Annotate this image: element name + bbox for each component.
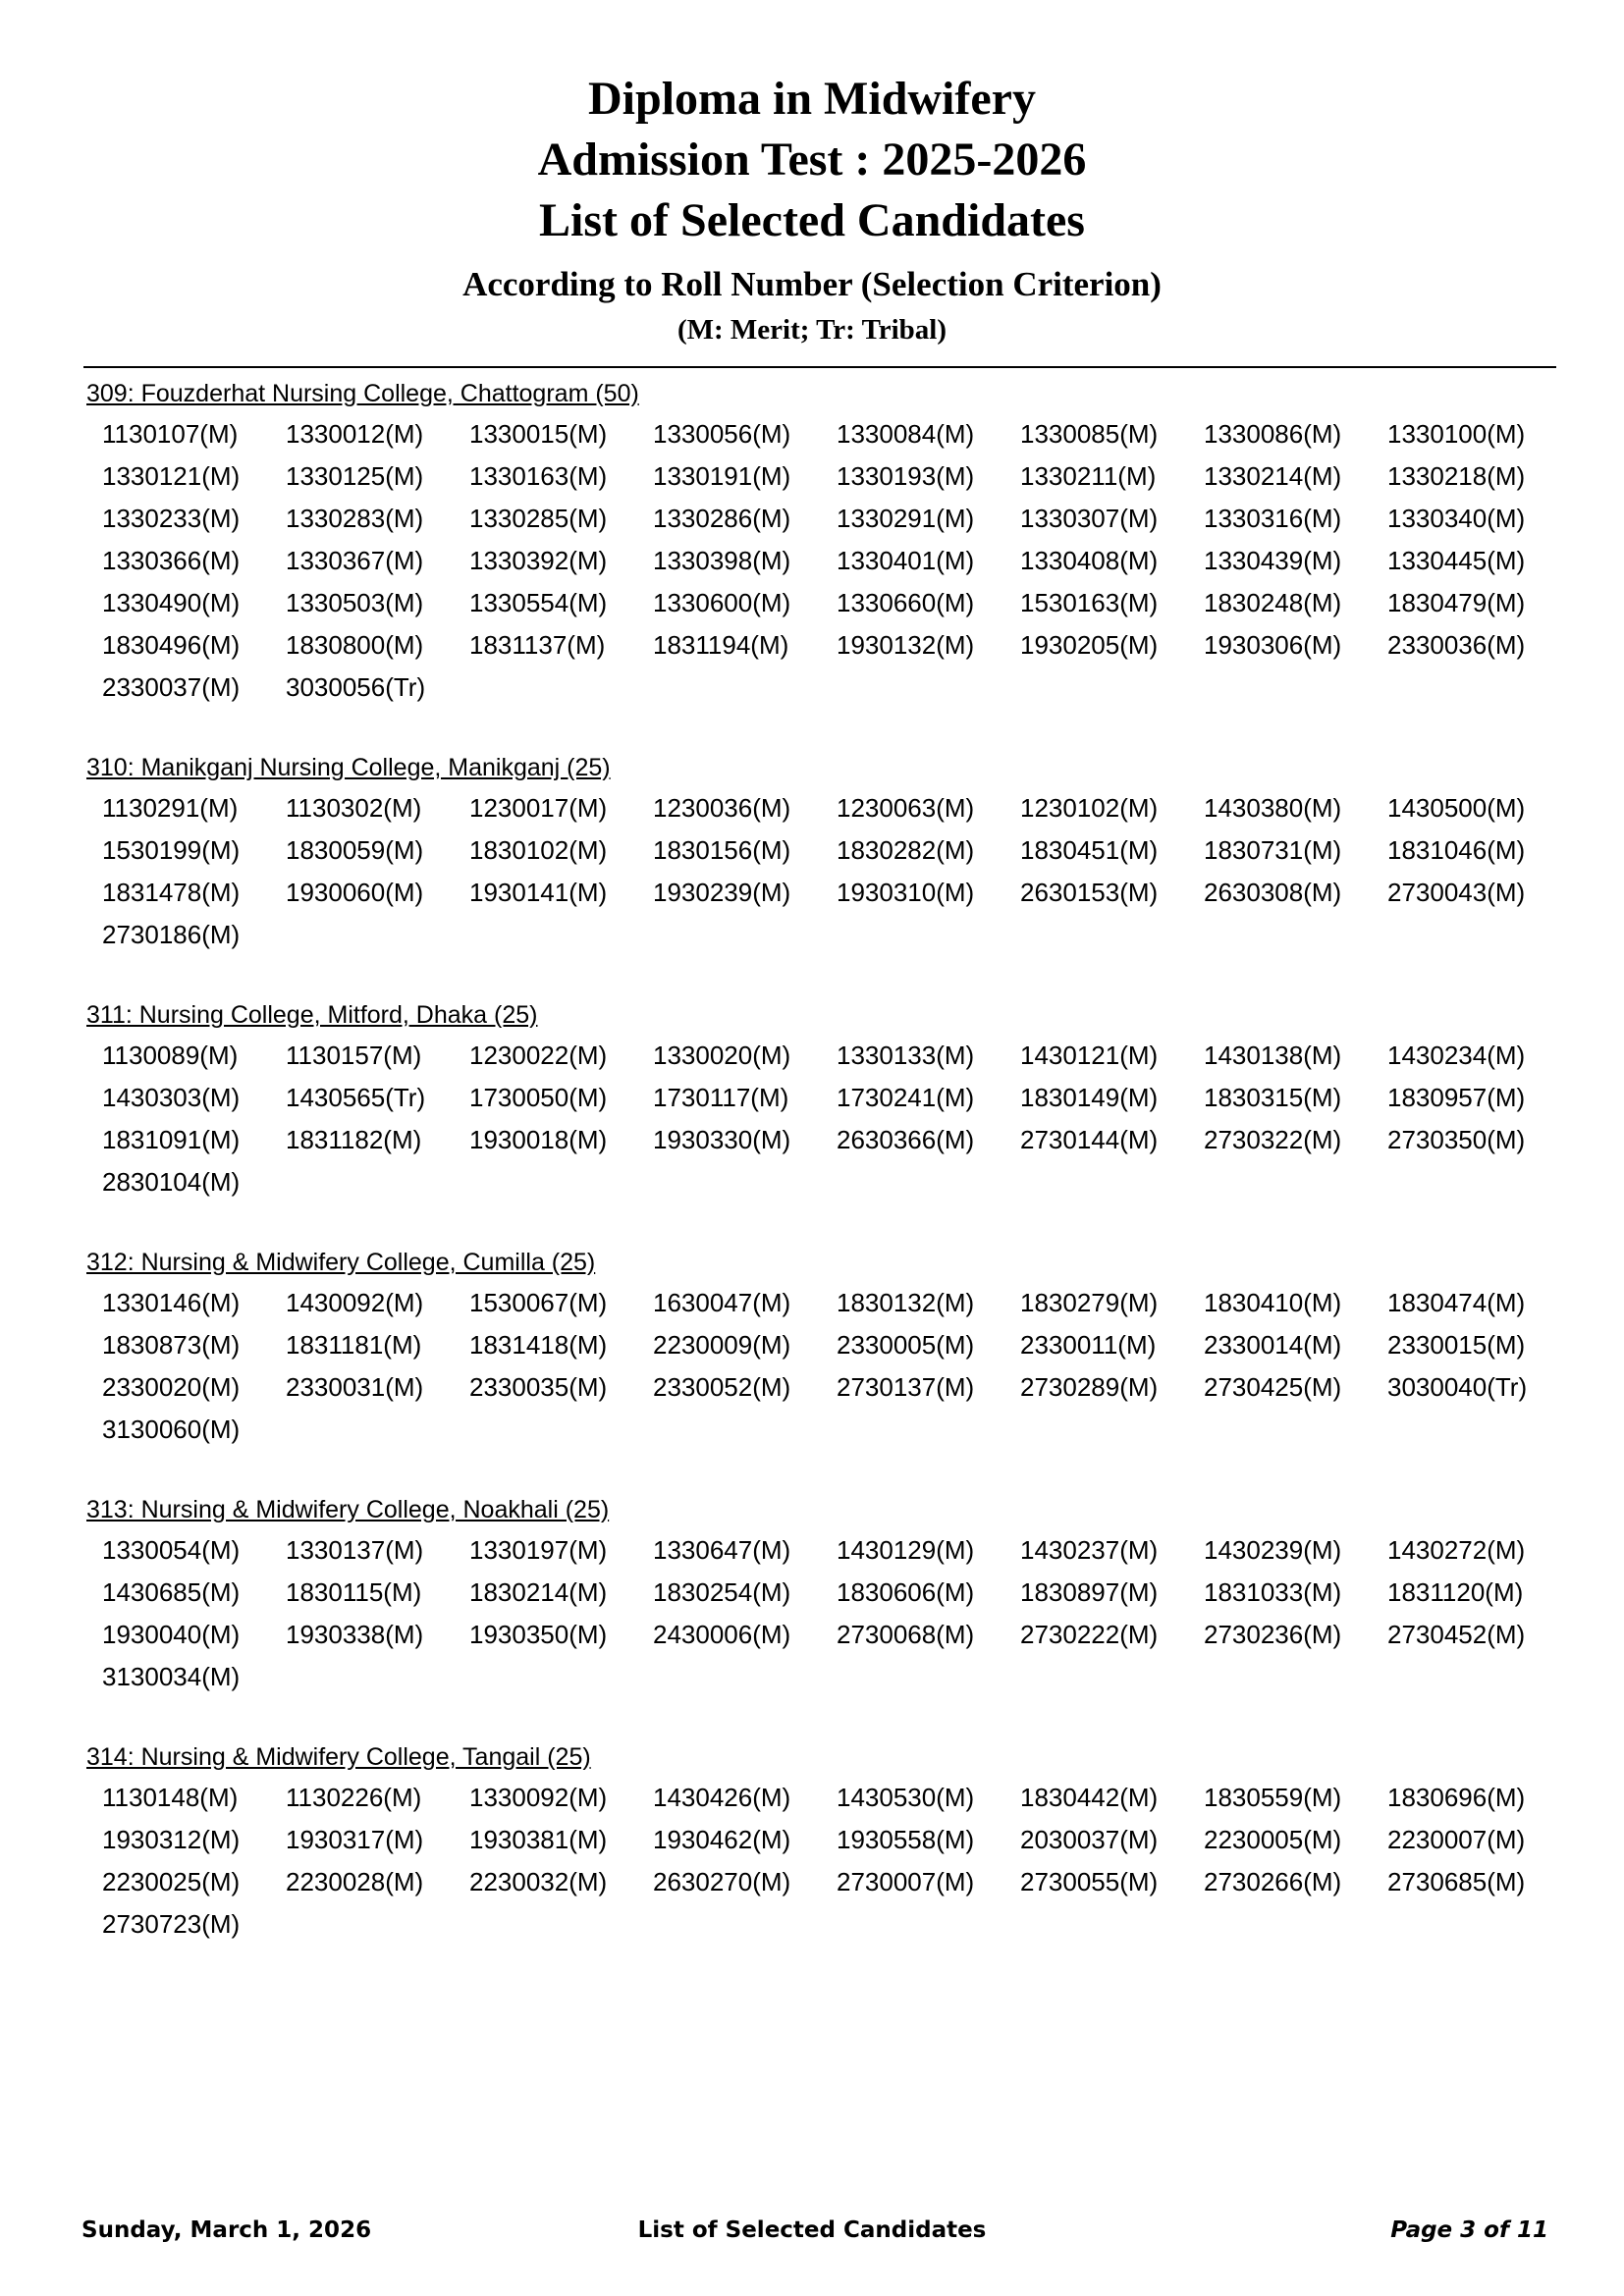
sections-container xyxy=(86,374,1579,1985)
document-header xyxy=(0,69,1624,348)
roll-number: 2330031(M) xyxy=(286,1372,424,1402)
roll-number: 1930060(M) xyxy=(286,878,424,907)
roll-number: 2730222(M) xyxy=(1020,1620,1159,1649)
roll-number: 1330286(M) xyxy=(653,504,791,533)
roll-number: 2330014(M) xyxy=(1204,1330,1342,1360)
roll-number: 3030040(Tr) xyxy=(1387,1372,1528,1402)
roll-number: 2230005(M) xyxy=(1204,1825,1342,1854)
roll-number: 1430092(M) xyxy=(286,1288,424,1317)
roll-number: 1830800(M) xyxy=(286,630,424,660)
roll-number: 1330307(M) xyxy=(1020,504,1159,533)
roll-number: 1830149(M) xyxy=(1020,1083,1159,1112)
roll-number: 2330020(M) xyxy=(102,1372,241,1402)
roll-number: 1830248(M) xyxy=(1204,588,1342,617)
roll-number: 1430272(M) xyxy=(1387,1535,1526,1565)
roll-number: 3030056(Tr) xyxy=(286,672,426,702)
roll-number: 1330367(M) xyxy=(286,546,424,575)
roll-number: 1830279(M) xyxy=(1020,1288,1159,1317)
college-title: 313: Nursing & Midwifery College, Noakhali (25) xyxy=(86,1496,610,1523)
roll-number: 1831181(M) xyxy=(286,1330,422,1360)
roll-number: 1330366(M) xyxy=(102,546,241,575)
roll-number: 2730425(M) xyxy=(1204,1372,1342,1402)
roll-number: 1930338(M) xyxy=(286,1620,424,1649)
roll-number: 2330011(M) xyxy=(1020,1330,1157,1360)
roll-number: 2630153(M) xyxy=(1020,878,1159,907)
roll-number: 3130034(M) xyxy=(102,1662,241,1691)
roll-number: 1830282(M) xyxy=(837,835,975,865)
roll-number: 1330439(M) xyxy=(1204,546,1342,575)
roll-number: 1930462(M) xyxy=(653,1825,791,1854)
college-title: 311: Nursing College, Mitford, Dhaka (25) xyxy=(86,1001,538,1029)
roll-number: 1831137(M) xyxy=(469,630,606,660)
roll-number: 1330218(M) xyxy=(1387,461,1526,491)
college-section xyxy=(86,374,1579,709)
roll-number: 1831046(M) xyxy=(1387,835,1526,865)
college-title: 310: Manikganj Nursing College, Manikganj (25) xyxy=(86,754,611,781)
roll-number: 1830731(M) xyxy=(1204,835,1342,865)
roll-number: 1330214(M) xyxy=(1204,461,1342,491)
roll-number: 1830115(M) xyxy=(286,1577,422,1607)
roll-number-grid xyxy=(86,413,1579,709)
roll-number: 1830214(M) xyxy=(469,1577,608,1607)
roll-number: 2030037(M) xyxy=(1020,1825,1159,1854)
roll-number: 1330600(M) xyxy=(653,588,791,617)
roll-number: 1230036(M) xyxy=(653,793,791,823)
roll-number: 1330191(M) xyxy=(653,461,791,491)
roll-number: 1930205(M) xyxy=(1020,630,1159,660)
roll-number: 1230102(M) xyxy=(1020,793,1159,823)
roll-number: 2730043(M) xyxy=(1387,878,1526,907)
roll-number: 1130157(M) xyxy=(286,1041,422,1070)
roll-number: 1430138(M) xyxy=(1204,1041,1342,1070)
roll-number: 1330133(M) xyxy=(837,1041,975,1070)
roll-number: 1630047(M) xyxy=(653,1288,791,1317)
roll-number: 1831418(M) xyxy=(469,1330,608,1360)
roll-number: 1130291(M) xyxy=(102,793,239,823)
roll-number: 1330056(M) xyxy=(653,419,791,449)
roll-number: 2230025(M) xyxy=(102,1867,241,1896)
roll-number: 1330233(M) xyxy=(102,504,241,533)
roll-number: 1430565(Tr) xyxy=(286,1083,426,1112)
legend: (M: Merit; Tr: Tribal) xyxy=(677,314,947,346)
roll-number: 1330283(M) xyxy=(286,504,424,533)
roll-number: 1830474(M) xyxy=(1387,1288,1526,1317)
roll-number: 1330086(M) xyxy=(1204,419,1342,449)
roll-number: 1830156(M) xyxy=(653,835,791,865)
roll-number: 1130107(M) xyxy=(102,419,239,449)
roll-number: 2730723(M) xyxy=(102,1909,241,1939)
roll-number: 1930350(M) xyxy=(469,1620,608,1649)
college-section xyxy=(86,1243,1579,1451)
roll-number: 1831194(M) xyxy=(653,630,789,660)
roll-number: 2730685(M) xyxy=(1387,1867,1526,1896)
roll-number: 1730117(M) xyxy=(653,1083,789,1112)
roll-number: 1230022(M) xyxy=(469,1041,608,1070)
roll-number: 1930558(M) xyxy=(837,1825,975,1854)
roll-number: 1831478(M) xyxy=(102,878,241,907)
roll-number: 1530163(M) xyxy=(1020,588,1159,617)
roll-number: 2630270(M) xyxy=(653,1867,791,1896)
roll-number: 1330503(M) xyxy=(286,588,424,617)
roll-number: 1330163(M) xyxy=(469,461,608,491)
roll-number: 1430121(M) xyxy=(1020,1041,1159,1070)
roll-number: 1830496(M) xyxy=(102,630,241,660)
roll-number: 1330340(M) xyxy=(1387,504,1526,533)
roll-number: 1930317(M) xyxy=(286,1825,424,1854)
roll-number: 1330401(M) xyxy=(837,546,975,575)
roll-number: 1530067(M) xyxy=(469,1288,608,1317)
roll-number: 2330005(M) xyxy=(837,1330,975,1360)
roll-number: 1530199(M) xyxy=(102,835,241,865)
roll-number: 1130148(M) xyxy=(102,1783,239,1812)
roll-number: 1830315(M) xyxy=(1204,1083,1342,1112)
roll-number: 2330015(M) xyxy=(1387,1330,1526,1360)
roll-number: 2630308(M) xyxy=(1204,878,1342,907)
roll-number: 1930018(M) xyxy=(469,1125,608,1154)
roll-number: 1330054(M) xyxy=(102,1535,241,1565)
roll-number: 1830897(M) xyxy=(1020,1577,1159,1607)
roll-number: 1831120(M) xyxy=(1387,1577,1524,1607)
roll-number: 2330036(M) xyxy=(1387,630,1526,660)
title-line-3: List of Selected Candidates xyxy=(539,194,1085,246)
college-section xyxy=(86,1490,1579,1698)
roll-number: 1830132(M) xyxy=(837,1288,975,1317)
footer-title: List of Selected Candidates xyxy=(637,2217,987,2243)
roll-number: 1831033(M) xyxy=(1204,1577,1342,1607)
roll-number: 1830059(M) xyxy=(286,835,424,865)
roll-number: 2330052(M) xyxy=(653,1372,791,1402)
roll-number: 1430237(M) xyxy=(1020,1535,1159,1565)
roll-number: 1330084(M) xyxy=(837,419,975,449)
title-line-2: Admission Test : 2025-2026 xyxy=(537,133,1087,186)
roll-number: 1830479(M) xyxy=(1387,588,1526,617)
roll-number: 2330035(M) xyxy=(469,1372,608,1402)
roll-number: 3130060(M) xyxy=(102,1415,241,1444)
roll-number: 1430234(M) xyxy=(1387,1041,1526,1070)
roll-number: 2230028(M) xyxy=(286,1867,424,1896)
roll-number: 2230007(M) xyxy=(1387,1825,1526,1854)
roll-number: 1430530(M) xyxy=(837,1783,975,1812)
roll-number: 1830606(M) xyxy=(837,1577,975,1607)
roll-number: 1330193(M) xyxy=(837,461,975,491)
roll-number: 1930310(M) xyxy=(837,878,975,907)
roll-number: 1330554(M) xyxy=(469,588,608,617)
roll-number: 1130089(M) xyxy=(102,1041,239,1070)
roll-number-grid xyxy=(86,1035,1579,1203)
roll-number: 2730007(M) xyxy=(837,1867,975,1896)
roll-number: 1730241(M) xyxy=(837,1083,975,1112)
roll-number: 1930141(M) xyxy=(469,878,608,907)
roll-number: 1830410(M) xyxy=(1204,1288,1342,1317)
college-section xyxy=(86,995,1579,1203)
roll-number: 1330100(M) xyxy=(1387,419,1526,449)
roll-number-grid xyxy=(86,1282,1579,1451)
page-footer xyxy=(0,2213,1624,2248)
roll-number: 1730050(M) xyxy=(469,1083,608,1112)
roll-number: 1930239(M) xyxy=(653,878,791,907)
roll-number: 1330408(M) xyxy=(1020,546,1159,575)
roll-number: 1330316(M) xyxy=(1204,504,1342,533)
roll-number: 2730266(M) xyxy=(1204,1867,1342,1896)
roll-number: 2730236(M) xyxy=(1204,1620,1342,1649)
roll-number: 2430006(M) xyxy=(653,1620,791,1649)
roll-number: 1130226(M) xyxy=(286,1783,422,1812)
roll-number: 1430685(M) xyxy=(102,1577,241,1607)
roll-number: 2630366(M) xyxy=(837,1125,975,1154)
roll-number: 1831182(M) xyxy=(286,1125,422,1154)
roll-number: 1330121(M) xyxy=(102,461,241,491)
roll-number: 1330137(M) xyxy=(286,1535,424,1565)
roll-number: 1930040(M) xyxy=(102,1620,241,1649)
roll-number: 1330445(M) xyxy=(1387,546,1526,575)
college-title: 309: Fouzderhat Nursing College, Chattogram (50) xyxy=(86,380,639,407)
roll-number: 1330197(M) xyxy=(469,1535,608,1565)
roll-number: 2730322(M) xyxy=(1204,1125,1342,1154)
roll-number: 1430239(M) xyxy=(1204,1535,1342,1565)
college-title: 312: Nursing & Midwifery College, Cumilla (25) xyxy=(86,1249,596,1276)
roll-number: 1330125(M) xyxy=(286,461,424,491)
roll-number: 1330092(M) xyxy=(469,1783,608,1812)
roll-number: 1430129(M) xyxy=(837,1535,975,1565)
roll-number: 1830254(M) xyxy=(653,1577,791,1607)
roll-number: 1830559(M) xyxy=(1204,1783,1342,1812)
roll-number: 1430380(M) xyxy=(1204,793,1342,823)
roll-number: 1330015(M) xyxy=(469,419,608,449)
roll-number: 1830696(M) xyxy=(1387,1783,1526,1812)
roll-number: 1830957(M) xyxy=(1387,1083,1526,1112)
roll-number: 1831091(M) xyxy=(102,1125,241,1154)
roll-number: 1930132(M) xyxy=(837,630,975,660)
roll-number: 1830451(M) xyxy=(1020,835,1159,865)
college-section xyxy=(86,748,1579,956)
roll-number: 2730144(M) xyxy=(1020,1125,1159,1154)
roll-number: 1330285(M) xyxy=(469,504,608,533)
roll-number: 2730452(M) xyxy=(1387,1620,1526,1649)
roll-number-grid xyxy=(86,1777,1579,1946)
roll-number: 1330647(M) xyxy=(653,1535,791,1565)
roll-number: 1330085(M) xyxy=(1020,419,1159,449)
roll-number: 1830102(M) xyxy=(469,835,608,865)
roll-number: 1830873(M) xyxy=(102,1330,241,1360)
roll-number: 1330291(M) xyxy=(837,504,975,533)
roll-number: 1330012(M) xyxy=(286,419,424,449)
college-title: 314: Nursing & Midwifery College, Tangail (25) xyxy=(86,1743,591,1771)
roll-number: 1430426(M) xyxy=(653,1783,791,1812)
roll-number: 1130302(M) xyxy=(286,793,422,823)
college-section xyxy=(86,1737,1579,1946)
roll-number: 2730350(M) xyxy=(1387,1125,1526,1154)
title-line-1: Diploma in Midwifery xyxy=(588,73,1036,125)
roll-number: 1330398(M) xyxy=(653,546,791,575)
footer-date: Sunday, March 1, 2026 xyxy=(81,2217,372,2243)
header-divider xyxy=(83,366,1556,368)
roll-number: 1430303(M) xyxy=(102,1083,241,1112)
roll-number: 1330146(M) xyxy=(102,1288,241,1317)
roll-number: 1330392(M) xyxy=(469,546,608,575)
roll-number: 1930306(M) xyxy=(1204,630,1342,660)
roll-number: 2730289(M) xyxy=(1020,1372,1159,1402)
subtitle: According to Roll Number (Selection Criterion) xyxy=(462,265,1162,303)
roll-number: 2730137(M) xyxy=(837,1372,975,1402)
roll-number: 2230009(M) xyxy=(653,1330,791,1360)
roll-number: 1830442(M) xyxy=(1020,1783,1159,1812)
roll-number: 1330490(M) xyxy=(102,588,241,617)
roll-number: 1930381(M) xyxy=(469,1825,608,1854)
roll-number: 1230017(M) xyxy=(469,793,608,823)
roll-number-grid xyxy=(86,1529,1579,1698)
roll-number: 2730068(M) xyxy=(837,1620,975,1649)
roll-number-grid xyxy=(86,787,1579,956)
roll-number: 2230032(M) xyxy=(469,1867,608,1896)
roll-number: 1930330(M) xyxy=(653,1125,791,1154)
roll-number: 1430500(M) xyxy=(1387,793,1526,823)
roll-number: 1230063(M) xyxy=(837,793,975,823)
roll-number: 2730055(M) xyxy=(1020,1867,1159,1896)
roll-number: 1330211(M) xyxy=(1020,461,1157,491)
footer-page-number: Page 3 of 11 xyxy=(1390,2217,1548,2243)
roll-number: 2330037(M) xyxy=(102,672,241,702)
roll-number: 2730186(M) xyxy=(102,920,241,949)
roll-number: 2830104(M) xyxy=(102,1167,241,1197)
roll-number: 1330660(M) xyxy=(837,588,975,617)
roll-number: 1930312(M) xyxy=(102,1825,241,1854)
roll-number: 1330020(M) xyxy=(653,1041,791,1070)
